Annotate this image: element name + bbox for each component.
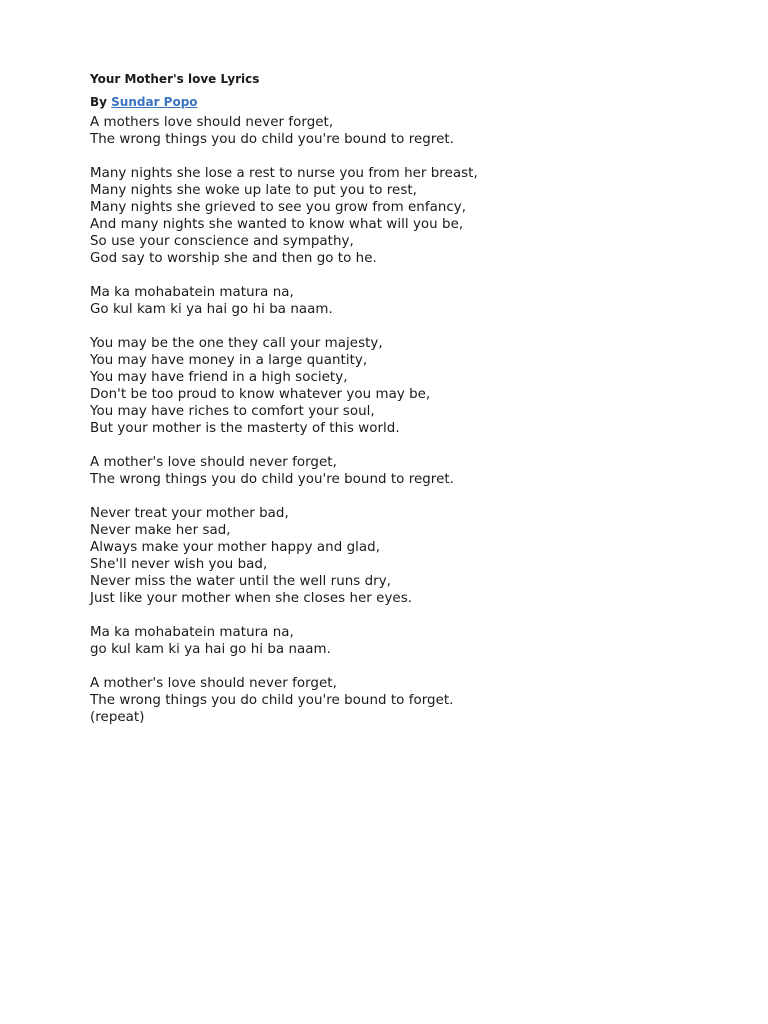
page-title: Your Mother's love Lyrics (90, 72, 260, 86)
byline-prefix: By (90, 95, 112, 109)
lyric-line: She'll never wish you bad, (90, 557, 268, 572)
lyric-line: A mother's love should never forget, (90, 455, 337, 470)
lyric-line: (repeat) (90, 710, 145, 725)
lyric-line: Never make her sad, (90, 523, 231, 538)
lyric-line: Go kul kam ki ya hai go hi ba naam. (90, 302, 333, 317)
lyric-stanza (90, 675, 730, 726)
byline (90, 94, 730, 110)
lyric-line: Many nights she woke up late to put you to rest, (90, 183, 417, 198)
lyric-line: God say to worship she and then go to he. (90, 251, 377, 266)
lyrics-body (90, 114, 730, 726)
lyric-line: Never treat your mother bad, (90, 506, 289, 521)
lyric-stanza (90, 284, 730, 318)
lyric-line: Many nights she grieved to see you grow from enfancy, (90, 200, 467, 215)
document-page (90, 71, 730, 743)
lyric-line: go kul kam ki ya hai go hi ba naam. (90, 642, 331, 657)
lyric-line: Never miss the water until the well runs dry, (90, 574, 391, 589)
lyric-stanza (90, 624, 730, 658)
lyric-line: Don't be too proud to know whatever you may be, (90, 387, 431, 402)
lyric-stanza (90, 454, 730, 488)
lyric-line: You may have riches to comfort your soul, (90, 404, 375, 419)
lyric-line: A mothers love should never forget, (90, 115, 334, 130)
lyric-line: You may have money in a large quantity, (90, 353, 368, 368)
lyric-line: Ma ka mohabatein matura na, (90, 625, 294, 640)
lyric-line: So use your conscience and sympathy, (90, 234, 354, 249)
lyric-line: And many nights she wanted to know what will you be, (90, 217, 464, 232)
lyric-stanza (90, 505, 730, 607)
lyric-line: Many nights she lose a rest to nurse you from her breast, (90, 166, 478, 181)
lyric-line: Ma ka mohabatein matura na, (90, 285, 294, 300)
lyric-line: Always make your mother happy and glad, (90, 540, 381, 555)
lyric-line: The wrong things you do child you're bound to regret. (90, 132, 454, 147)
lyric-line: The wrong things you do child you're bound to regret. (90, 472, 454, 487)
lyric-line: The wrong things you do child you're bound to forget. (90, 693, 454, 708)
author-link[interactable]: Sundar Popo (111, 95, 198, 109)
lyric-stanza (90, 165, 730, 267)
lyric-stanza (90, 114, 730, 148)
lyric-line: But your mother is the masterty of this world. (90, 421, 400, 436)
lyric-line: A mother's love should never forget, (90, 676, 337, 691)
lyric-line: You may have friend in a high society, (90, 370, 348, 385)
lyric-line: You may be the one they call your majesty, (90, 336, 383, 351)
lyric-line: Just like your mother when she closes her eyes. (90, 591, 413, 606)
lyric-stanza (90, 335, 730, 437)
